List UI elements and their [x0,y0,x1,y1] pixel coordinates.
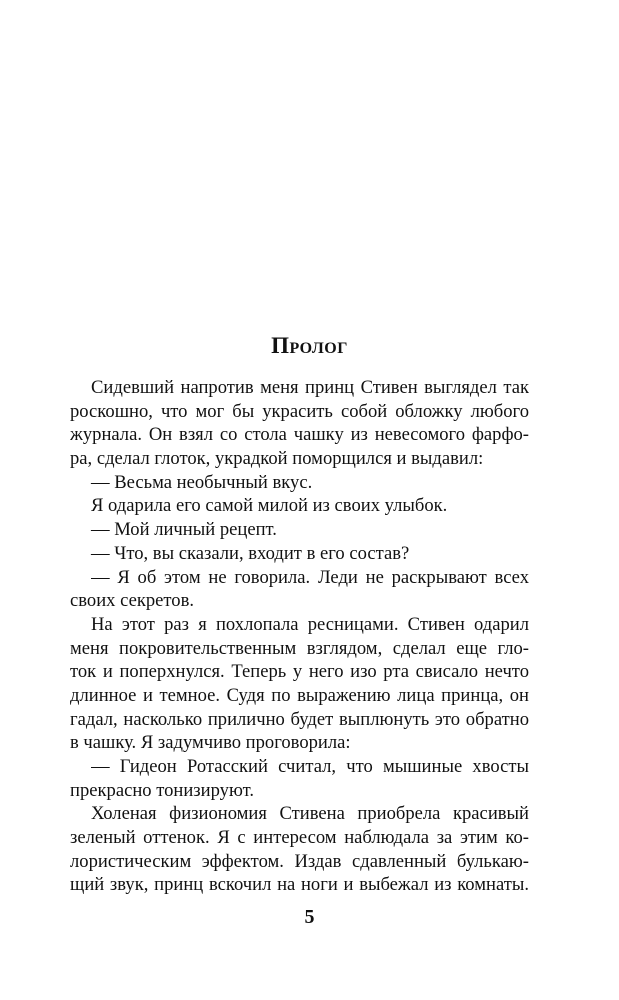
text-line: Холеная физиономия Стивена приобрела красивый [91,803,529,825]
text-line: меня покровительственным взглядом, сделал еще гло- [70,637,529,659]
text-line: роскошно, что мог бы украсить собой обложку любого [70,400,529,422]
text-line: ра, сделал глоток, украдкой поморщился и выдавил: [70,448,484,470]
text-line: Сидевший напротив меня принц Стивен выглядел так [91,377,529,398]
text-line: в чашку. Я задумчиво проговорила: [70,732,351,754]
text-line: зеленый оттенок. Я с интересом наблюдала за этим ко- [70,827,529,849]
text-line: длинное и темное. Судя по выражению лица принца, он [70,684,529,706]
text-line: — Мой личный рецепт. [91,519,277,541]
text-line: Я одарила его самой милой из своих улыбок. [91,495,448,517]
text-line: лористическим эффектом. Издав сдавленный булькаю- [70,850,529,872]
text-line: гадал, насколько прилично будет выплюнуть это обратно [70,708,529,730]
text-line: — Я об этом не говорила. Леди не раскрывают всех [91,566,529,588]
text-line: — Что, вы сказали, входит в его состав? [91,542,410,564]
text-line: своих секретов. [70,590,195,612]
chapter-title: Пролог [271,333,348,358]
text-line: прекрасно тонизируют. [70,779,254,801]
text-line: — Весьма необычный вкус. [91,471,313,493]
text-line: ток и поперхнулся. Теперь у него изо рта свисало нечто [70,661,529,683]
body-text [70,376,529,897]
page-number: 5 [304,906,315,928]
text-line: щий звук, принц вскочил на ноги и выбежал из комнаты. [70,874,529,896]
text-line: На этот раз я похлопала ресницами. Стивен одарил [91,613,529,635]
text-line: журнала. Он взял со стола чашку из невесомого фарфо- [70,424,529,446]
text-line: — Гидеон Ротасский считал, что мышиные хвосты [91,756,529,777]
